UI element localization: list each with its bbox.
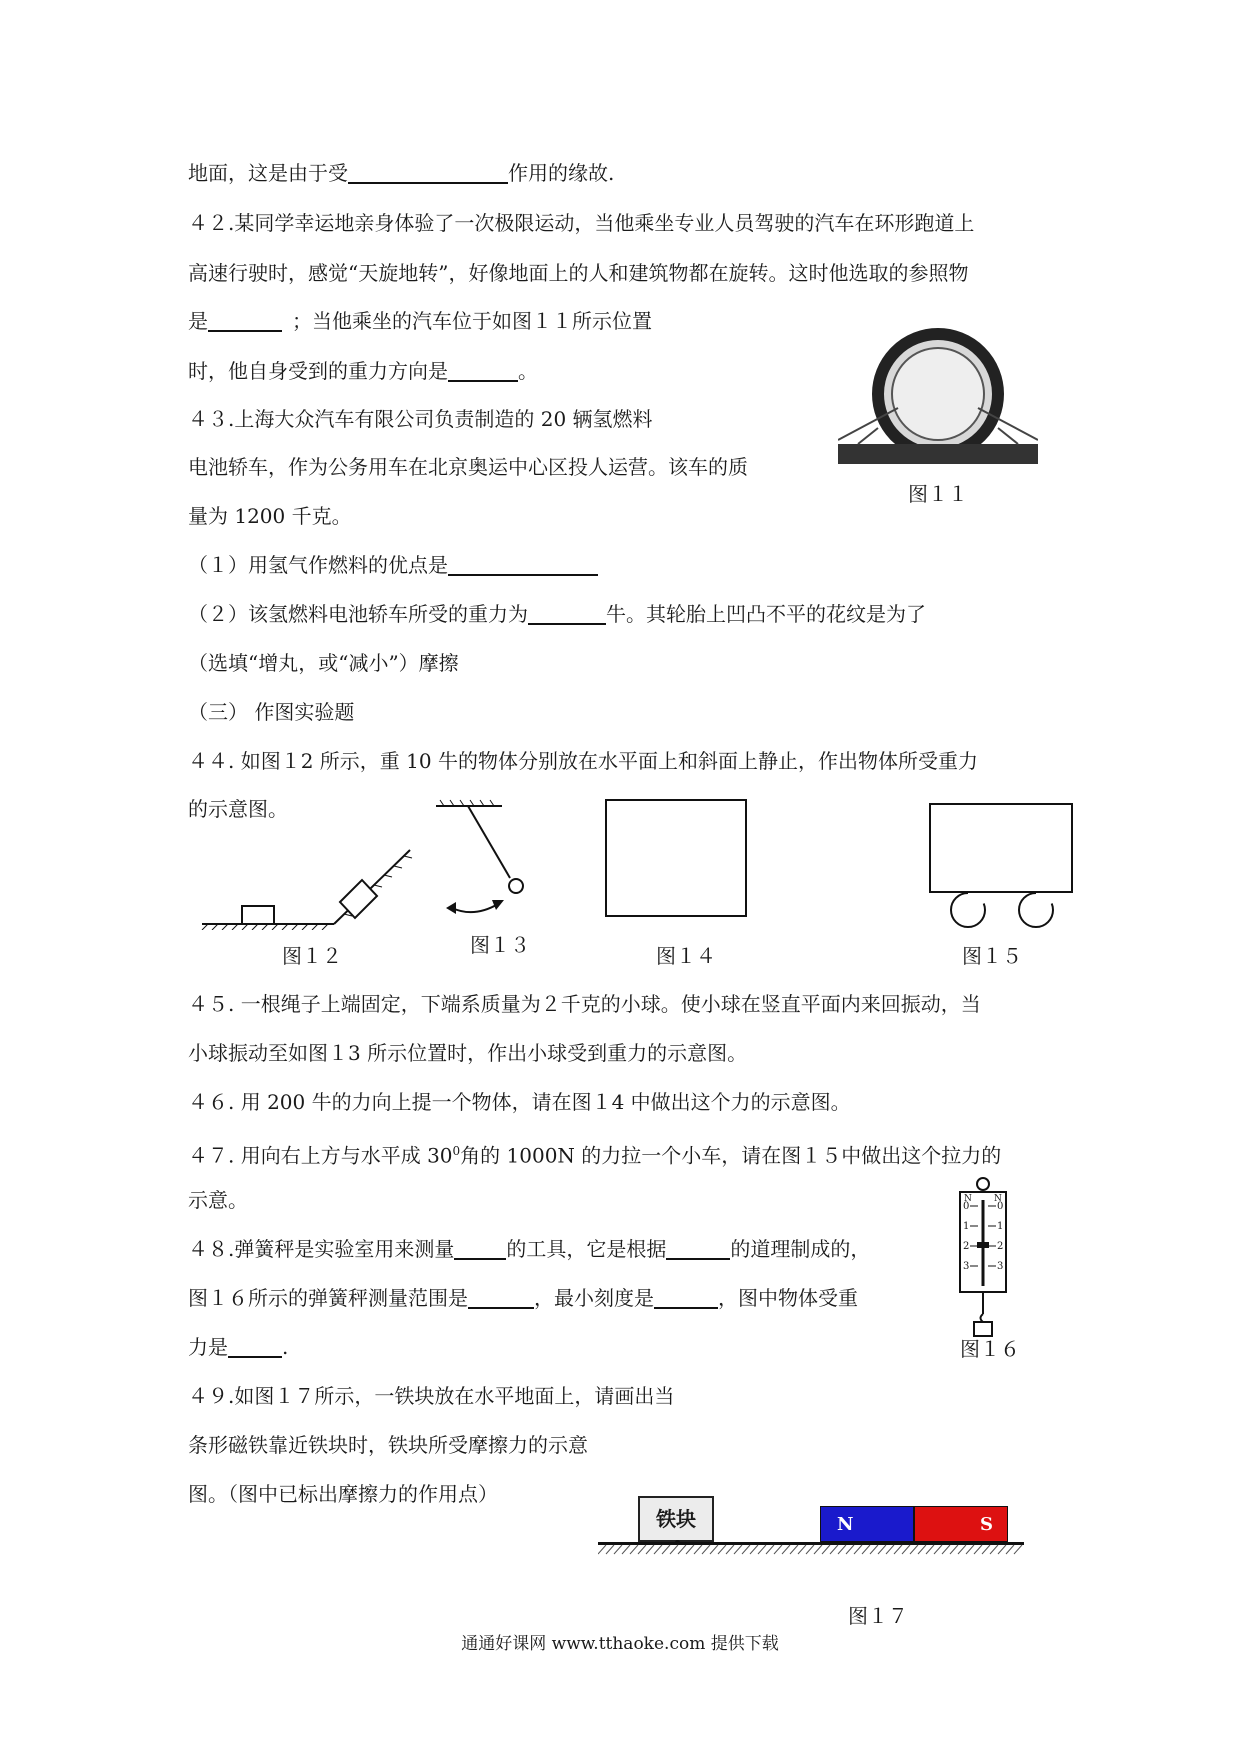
scale-tick-left-1: 1 [963,1221,970,1232]
figure-11-loop-track [838,328,1038,468]
question-42-line-2: 高速行驶时，感觉“天旋地转”，好像地面上的人和建筑物都在旋转。这时他选取的参照物 [188,261,969,285]
answer-blank[interactable] [528,603,606,625]
scale-tick-right-2: 2 [997,1241,1004,1252]
question-42-line-1: ４２.某同学幸运地亲身体验了一次极限运动，当他乘坐专业人员驾驶的汽车在环形跑道上 [188,211,975,235]
scale-unit-right: N [994,1194,1002,1204]
question-46: ４６. 用 200 牛的力向上提一个物体，请在图１4 中做出这个力的示意图。 [188,1090,851,1114]
answer-blank[interactable] [448,554,598,576]
question-47-line-1: ４７. 用向右上方与水平成 $30^0$角的 1000N 的力拉一个小车，请在图１５中做出这个拉力的 [188,1143,1002,1168]
question-43-part-1: （１）用氢气作燃料的优点是 [188,551,598,579]
section-heading: （三） 作图实验题 [188,700,355,724]
page-footer: 通通好课网 www.tthaoke.com 提供下载 [461,1634,779,1654]
scale-tick-right-3: 3 [997,1261,1004,1272]
iron-block: 铁块 [638,1496,714,1542]
magnet-south-pole: S [914,1506,1008,1542]
answer-blank[interactable] [448,360,518,382]
question-48-line-3: 力是 . [188,1335,289,1359]
scale-tick-right-1: 1 [997,1221,1004,1232]
question-49-line-1: ４９.如图１７所示，一铁块放在水平地面上，请画出当 [188,1384,675,1408]
figure-11-caption: 图１１ [908,482,968,506]
figure-12-caption: 图１２ [282,944,342,968]
figure-13-pendulum [428,798,538,928]
figure-16-caption: 图１６ [960,1337,1020,1361]
question-43-part-2-cont: （选填“增丸，或“减小”）摩擦 [188,651,459,675]
magnet-north-pole: N [820,1506,914,1542]
answer-blank[interactable] [228,1336,282,1358]
figure-17-caption: 图１７ [848,1604,908,1628]
question-44-line-1: ４４. 如图１2 所示，重 10 牛的物体分别放在水平面上和斜面上静止，作出物体所受重力 [188,749,978,773]
question-45-line-1: ４５. 一根绳子上端固定，下端系质量为２千克的小球。使小球在竖直平面内来回振动，当 [188,992,981,1016]
answer-blank[interactable] [654,1287,718,1309]
figure-15-caption: 图１５ [962,944,1022,968]
question-44-line-2: 的示意图。 [188,797,288,821]
question-48-line-1: ４８.弹簧秤是实验室用来测量 的工具，它是根据 的道理制成的， [188,1237,871,1261]
question-45-line-2: 小球振动至如图１3 所示位置时，作出小球受到重力的示意图。 [188,1041,748,1065]
question-49-line-3: 图。（图中已标出摩擦力的作用点） [188,1482,498,1506]
spring-scale-drawing [952,1176,1014,1346]
answer-blank[interactable] [348,162,508,184]
scale-tick-left-0: 0 [963,1201,970,1212]
question-43-line-3: 量为 1200 千克。 [188,504,352,528]
question-43-line-1: ４３.上海大众汽车有限公司负责制造的 20 辆氢燃料 [188,407,653,431]
question-49-line-2: 条形磁铁靠近铁块时，铁块所受摩擦力的示意 [188,1433,588,1457]
figure-14-box [604,798,756,922]
scale-tick-right-0: 0 [997,1201,1004,1212]
answer-blank[interactable] [208,310,282,332]
text-line-1: 地面，这是由于受 作用的缘故. [188,161,615,185]
question-48-line-2: 图１６所示的弹簧秤测量范围是 ，最小刻度是 ，图中物体受重 [188,1286,858,1310]
question-43-part-2: （２）该氢燃料电池轿车所受的重力为 牛。其轮胎上凹凸不平的花纹是为了 [188,602,926,626]
answer-blank[interactable] [454,1238,506,1260]
figure-15-cart [928,802,1078,930]
scale-tick-left-3: 3 [963,1261,970,1272]
figure-12-ground-and-incline [200,840,420,930]
figure-17-iron-block-and-magnet [598,1496,1024,1562]
answer-blank[interactable] [666,1238,730,1260]
figure-14-caption: 图１４ [656,944,716,968]
figure-13-caption: 图１３ [470,933,530,957]
scale-tick-left-2: 2 [963,1241,970,1252]
question-47-line-2: 示意。 [188,1188,248,1212]
question-42-line-3: 是 ；当他乘坐的汽车位于如图１１所示位置 [188,309,652,333]
question-43-line-2: 电池轿车，作为公务用车在北京奥运中心区投人运营。该车的质 [188,455,748,479]
ground-surface [598,1542,1024,1558]
scale-unit-left: N [964,1194,972,1204]
question-42-line-4: 时，他自身受到的重力方向是 。 [188,359,538,383]
figure-16-spring-scale [952,1176,1014,1346]
answer-blank[interactable] [468,1287,534,1309]
